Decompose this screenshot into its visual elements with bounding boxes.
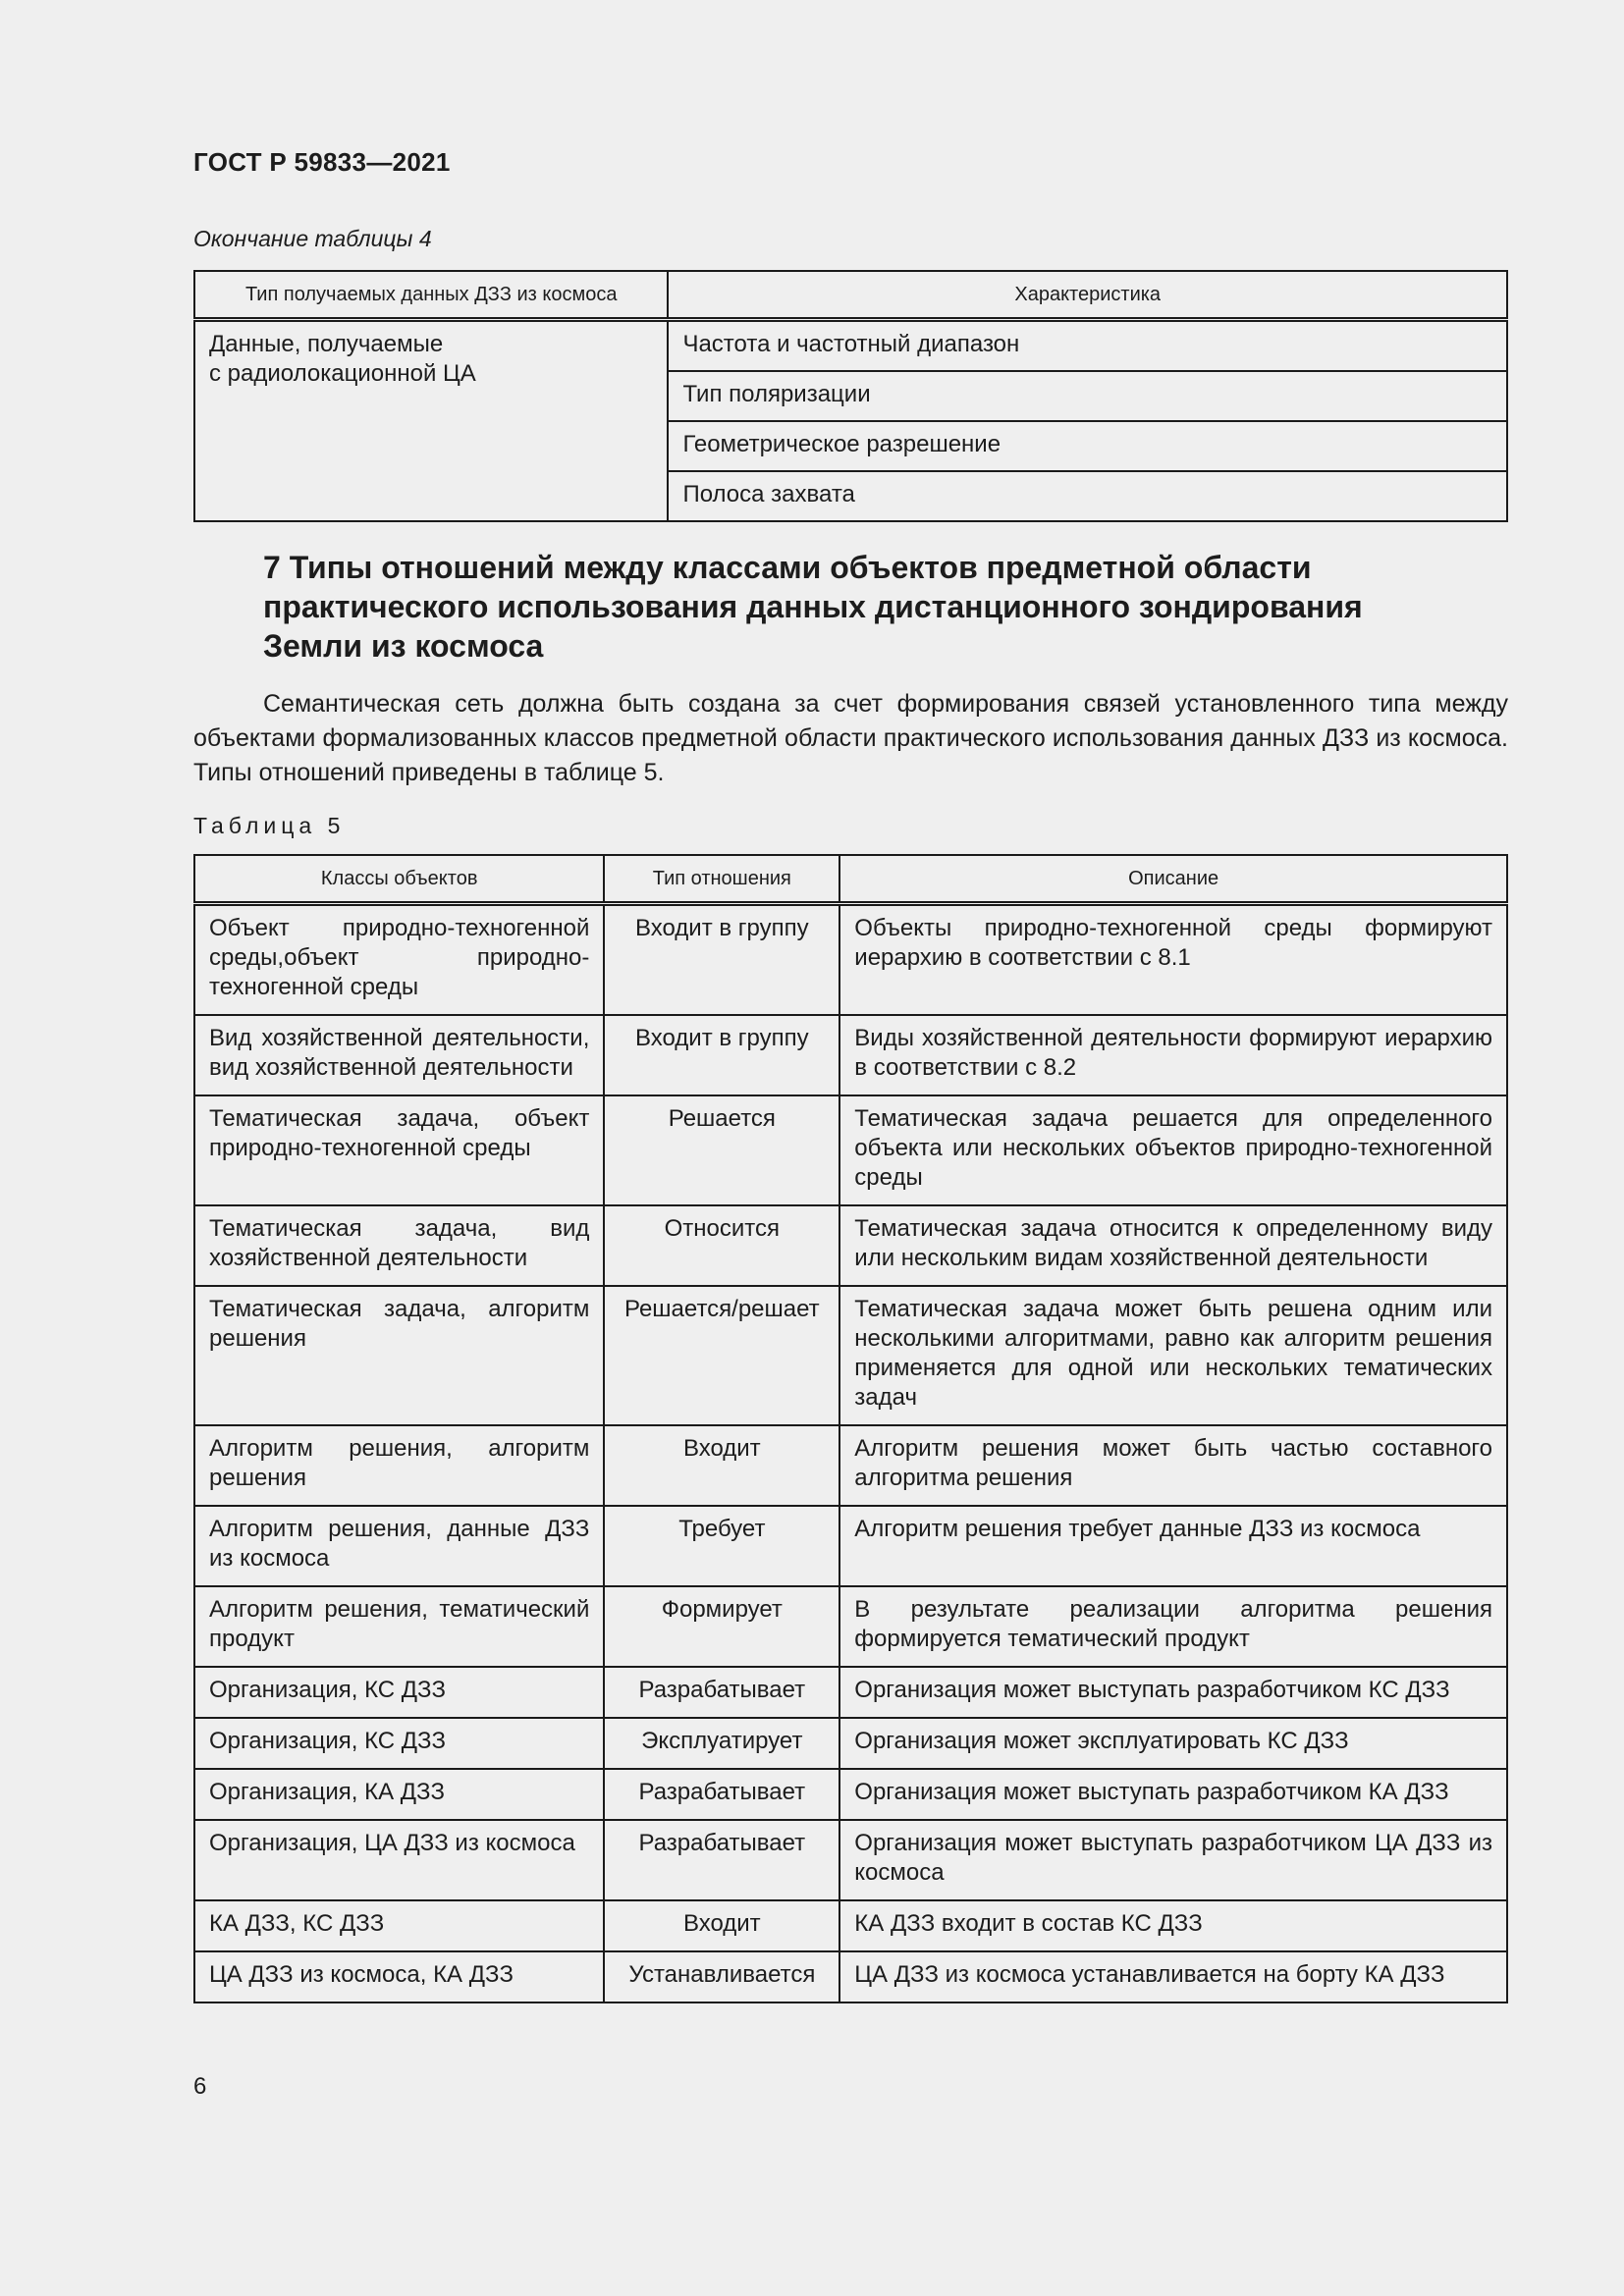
row-description-cell: Организация может эксплуатировать КС ДЗЗ xyxy=(839,1718,1507,1769)
table-row xyxy=(194,1015,1507,1095)
row-classes-cell: Организация, КА ДЗЗ xyxy=(194,1769,604,1820)
row-relation-cell: Относится xyxy=(604,1205,839,1286)
row-relation-cell: Требует xyxy=(604,1506,839,1586)
row-classes-cell: Тематическая задача, алгоритм решения xyxy=(194,1286,604,1425)
table-row xyxy=(194,904,1507,1016)
section-title-line: Земли из космоса xyxy=(263,628,544,664)
table4-caption: Окончание таблицы 4 xyxy=(193,226,432,251)
row-relation-cell: Эксплуатирует xyxy=(604,1718,839,1769)
section-title-line: практического использования данных дистанционного зондирования xyxy=(263,589,1363,624)
row-relation-cell: Решается/решает xyxy=(604,1286,839,1425)
table4-characteristic: Частота и частотный диапазон xyxy=(668,320,1507,372)
table4-source-line: Данные, получаемые xyxy=(209,331,444,357)
section-7-title xyxy=(263,548,1510,666)
table-row xyxy=(194,1667,1507,1718)
row-relation-cell: Входит xyxy=(604,1425,839,1506)
row-classes-cell: Организация, КС ДЗЗ xyxy=(194,1718,604,1769)
row-description-cell: КА ДЗЗ входит в состав КС ДЗЗ xyxy=(839,1900,1507,1951)
row-relation-cell: Разрабатывает xyxy=(604,1667,839,1718)
row-classes-cell: КА ДЗЗ, КС ДЗЗ xyxy=(194,1900,604,1951)
row-relation-cell: Устанавливается xyxy=(604,1951,839,2002)
table4-characteristic: Тип поляризации xyxy=(668,371,1507,421)
row-classes-cell: Вид хозяйственной деятельности, вид хозяйственной деятельности xyxy=(194,1015,604,1095)
table-row xyxy=(194,1951,1507,2002)
table-row xyxy=(194,1286,1507,1425)
row-description-cell: Тематическая задача может быть решена одним или несколькими алгоритмами, равно как алгоритм решения применяется для одной или нескольких тематических задач xyxy=(839,1286,1507,1425)
table-5 xyxy=(193,854,1508,2003)
row-classes-cell: Тематическая задача, вид хозяйственной деятельности xyxy=(194,1205,604,1286)
table4-characteristic: Геометрическое разрешение xyxy=(668,421,1507,471)
row-description-cell: Виды хозяйственной деятельности формируют иерархию в соответствии с 8.2 xyxy=(839,1015,1507,1095)
table5-header-classes: Классы объектов xyxy=(194,855,604,904)
table-row xyxy=(194,1820,1507,1900)
row-description-cell: Организация может выступать разработчиком КА ДЗЗ xyxy=(839,1769,1507,1820)
section-paragraph: Семантическая сеть должна быть создана за счет формирования связей установленного типа между объектами формализованных классов предметной области практического использования данных ДЗЗ из космоса. Типы отношений приведены в таблице 5. xyxy=(193,690,1508,786)
row-relation-cell: Формирует xyxy=(604,1586,839,1667)
row-description-cell: Тематическая задача относится к определенному виду или нескольким видам хозяйственной деятельности xyxy=(839,1205,1507,1286)
table-row xyxy=(194,1506,1507,1586)
row-relation-cell: Разрабатывает xyxy=(604,1820,839,1900)
row-description-cell: ЦА ДЗЗ из космоса устанавливается на борту КА ДЗЗ xyxy=(839,1951,1507,2002)
row-classes-cell: Алгоритм решения, тематический продукт xyxy=(194,1586,604,1667)
row-classes-cell: ЦА ДЗЗ из космоса, КА ДЗЗ xyxy=(194,1951,604,2002)
table4-header-characteristic: Характеристика xyxy=(668,271,1507,320)
row-classes-cell: Тематическая задача, объект природно-техногенной среды xyxy=(194,1095,604,1205)
section-title-line: 7 Типы отношений между классами объектов предметной области xyxy=(263,550,1312,585)
row-relation-cell: Входит в группу xyxy=(604,904,839,1016)
row-description-cell: Организация может выступать разработчиком ЦА ДЗЗ из космоса xyxy=(839,1820,1507,1900)
table4-header-type: Тип получаемых данных ДЗЗ из космоса xyxy=(194,271,668,320)
row-classes-cell: Организация, КС ДЗЗ xyxy=(194,1667,604,1718)
table4-source-line: с радиолокационной ЦА xyxy=(209,360,476,387)
row-relation-cell: Входит в группу xyxy=(604,1015,839,1095)
table-row xyxy=(194,1718,1507,1769)
table-row xyxy=(194,1900,1507,1951)
row-description-cell: В результате реализации алгоритма решения формируется тематический продукт xyxy=(839,1586,1507,1667)
page-number: 6 xyxy=(193,2073,207,2100)
row-classes-cell: Объект природно-техногенной среды,объект природно-техногенной среды xyxy=(194,904,604,1016)
table-row xyxy=(194,1586,1507,1667)
table5-header-relation: Тип отношения xyxy=(604,855,839,904)
row-description-cell: Организация может выступать разработчиком КС ДЗЗ xyxy=(839,1667,1507,1718)
table-row xyxy=(194,1425,1507,1506)
document-header: ГОСТ Р 59833—2021 xyxy=(193,147,451,177)
table-4 xyxy=(193,270,1508,522)
table-row xyxy=(194,1095,1507,1205)
row-relation-cell: Решается xyxy=(604,1095,839,1205)
row-description-cell: Объекты природно-техногенной среды формируют иерархию в соответствии с 8.1 xyxy=(839,904,1507,1016)
table-row xyxy=(194,1769,1507,1820)
table4-characteristic: Полоса захвата xyxy=(668,471,1507,521)
row-relation-cell: Разрабатывает xyxy=(604,1769,839,1820)
row-description-cell: Алгоритм решения требует данные ДЗЗ из космоса xyxy=(839,1506,1507,1586)
table-row xyxy=(194,1205,1507,1286)
table5-header-description: Описание xyxy=(839,855,1507,904)
row-classes-cell: Алгоритм решения, алгоритм решения xyxy=(194,1425,604,1506)
table5-caption: Таблица 5 xyxy=(193,813,346,838)
row-description-cell: Тематическая задача решается для определенного объекта или нескольких объектов природно-техногенной среды xyxy=(839,1095,1507,1205)
table4-source-cell xyxy=(194,320,668,522)
table5-body xyxy=(194,904,1507,2003)
row-classes-cell: Организация, ЦА ДЗЗ из космоса xyxy=(194,1820,604,1900)
row-description-cell: Алгоритм решения может быть частью составного алгоритма решения xyxy=(839,1425,1507,1506)
row-relation-cell: Входит xyxy=(604,1900,839,1951)
row-classes-cell: Алгоритм решения, данные ДЗЗ из космоса xyxy=(194,1506,604,1586)
